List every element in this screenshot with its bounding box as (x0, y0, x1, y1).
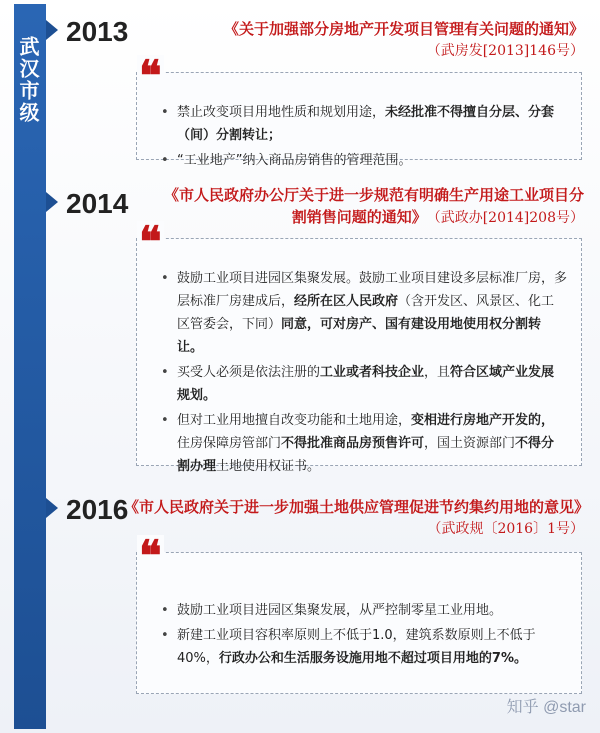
point-text: 新建工业项目容积率原则上不低于1.0，建筑系数原则上不低于40%， (177, 628, 536, 666)
point-text: （含开发区、风景区、化工区管委会，下同） (177, 294, 555, 332)
point-text: 土地使用权证书。 (216, 459, 321, 474)
arrow-icon (46, 498, 58, 518)
point-text: ，且 (424, 365, 451, 380)
emphasis-text: 行政办公和生活服务设施用地不超过项目用地的7%。 (218, 651, 527, 666)
watermark: 知乎 @star (506, 699, 586, 716)
policy-title (124, 496, 590, 540)
arrow-icon (46, 20, 58, 40)
emphasis-text: 工业或者科技企业 (320, 365, 425, 380)
point-text: 但对工业用地擅自改变功能和土地用途， (177, 413, 412, 428)
policy-title-text: 《市人民政府关于进一步加强土地供应管理促进节约集约用地的意见》 (124, 498, 590, 516)
sidebar-title: 武汉市级 (16, 36, 40, 124)
policy-title (184, 18, 584, 62)
policy-point (161, 624, 567, 670)
year-label: 2013 (66, 16, 129, 47)
policy-point (161, 409, 567, 478)
emphasis-text: 变相进行房地产开发的， (411, 413, 555, 428)
policy-title-text: 《市人民政府办公厅关于进一步规范有明确生产用途工业项目分割销售问题的通知》 (163, 186, 584, 226)
emphasis-text: 不得分割办理 (177, 436, 555, 474)
point-text: “工业地产”纳入商品房销售的管理范围。 (177, 153, 412, 168)
policy-points-list (137, 73, 581, 180)
quote-mark-icon: ❝ (139, 531, 162, 580)
emphasis-text: 经所在区人民政府 (294, 294, 399, 309)
policy-title (154, 184, 584, 229)
policy-point (161, 267, 567, 359)
point-text: 鼓励工业项目进园区集聚发展，从严控制零星工业用地。 (177, 603, 503, 618)
point-text: 鼓励工业项目进园区集聚发展。鼓励工业项目建设多层标准厂房，多层标准厂房建成后， (177, 271, 568, 309)
emphasis-text: 不得批准商品房预售许可 (281, 436, 425, 451)
quote-mark-icon: ❝ (139, 51, 162, 100)
emphasis-text: 未经批准不得擅自分层、分套（间）分割转让； (177, 105, 555, 143)
policy-doc-number: （武房发[2013]146号） (426, 43, 584, 59)
policy-points-list (137, 239, 581, 486)
arrow-icon (46, 192, 58, 212)
policy-point (161, 101, 567, 147)
emphasis-text: 符合区域产业发展规划。 (177, 365, 555, 403)
policy-points-box (136, 531, 582, 694)
policy-title-text: 《关于加强部分房地产开发项目管理有关问题的通知》 (223, 20, 584, 38)
emphasis-text: 同意，可对房产、国有建设用地使用权分割转让。 (177, 317, 542, 355)
policy-doc-number: （武政办[2014]208号） (426, 210, 584, 226)
policy-points-list (137, 553, 581, 678)
point-text: 买受人必须是依法注册的 (177, 365, 321, 380)
policy-point (161, 599, 567, 622)
point-text: 禁止改变项目用地性质和规划用途， (177, 105, 386, 120)
policy-doc-number: （武政规〔2016〕1号） (427, 521, 584, 537)
policy-point (161, 149, 567, 172)
point-text: 住房保障房管部门 (177, 436, 282, 451)
quote-mark-icon: ❝ (139, 217, 162, 266)
year-label: 2014 (66, 188, 129, 219)
policy-point (161, 361, 567, 407)
policy-points-box (136, 51, 582, 168)
year-label: 2016 (66, 494, 129, 525)
point-text: ，国土资源部门 (424, 436, 516, 451)
